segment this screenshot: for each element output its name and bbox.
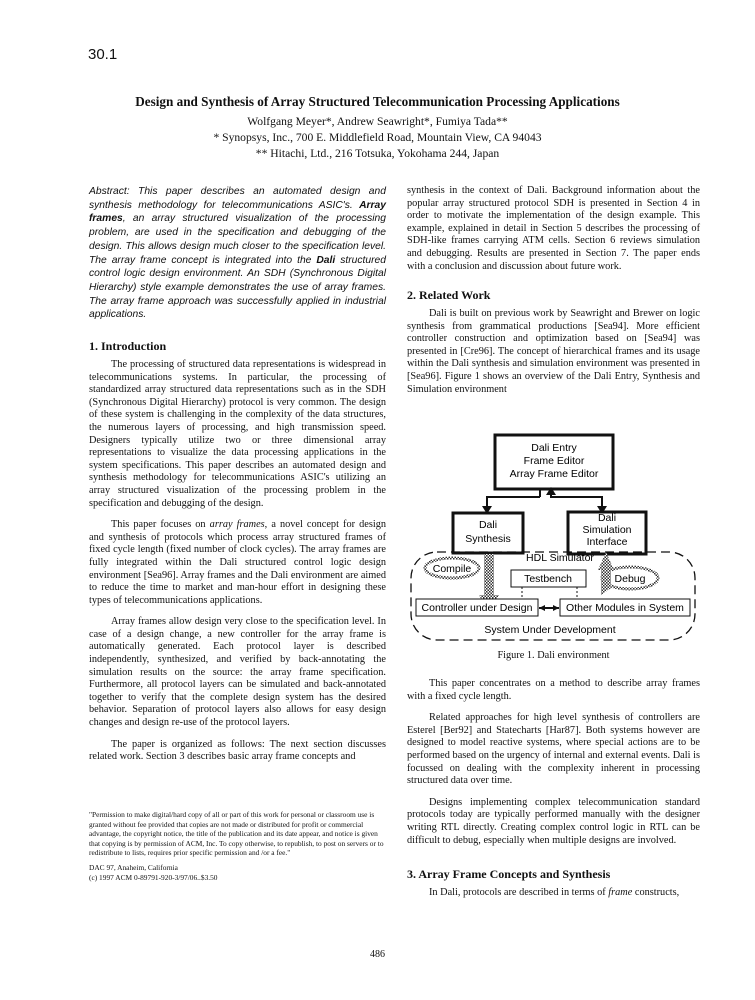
paragraph: Related approaches for high level synthesis of controllers are Esterel [Ber92] and Statecharts [Har87]. Both systems however are designed to model reactive systems, where special actions are to be performed based on the urgency of internal and external events. Dali is focussed on dealing with the complexity inherent in processing structured data over time. <box>407 712 700 787</box>
abstract-term-dali: Dali <box>316 254 336 266</box>
abstract <box>89 185 386 322</box>
other-modules-label: Other Modules in System <box>566 602 684 614</box>
related-p1 <box>407 308 700 396</box>
text: , a novel concept for design and synthesis of protocols which process array structured frames of fixed cycle length (fixed number of clock cycles). The array frames are fully integrated within the Dali structured control logic design environment [Sea96]. Array frames and the Dali environment are aimed to reduce the time to market and man-hour effort in designing these types of telecommunications applications. <box>89 519 386 606</box>
abstract-text: Abstract: This paper describes an automated design and synthesis methodology for telecommunications ASIC's. <box>89 186 386 211</box>
footnote <box>89 810 386 882</box>
page-number: 486 <box>370 949 385 960</box>
paragraph: The processing of structured data representations is widespread in telecommunications systems. In particular, the processing of standardized array structured data representations such as in the SDH (Synchronous Digital Hierarchy) protocol is very common. The design of these system is challenging in the complexity of the data structures, the numerous layers of processing, and high transmission speed. Designers typically utilize two or three dimensional array representations to visualize the data processing applications in the system specifications. This paper describes an automated design and synthesis methodology for telecommunications ASIC's utilizing an array structured visualization of the processing problem in the specification and debugging of the design. <box>89 359 386 509</box>
entry-line-3: Array Frame Editor <box>509 468 599 480</box>
figure-dali-environment <box>405 420 705 650</box>
controller-label: Controller under Design <box>421 602 533 614</box>
synthesis-line-1: Dali <box>478 519 498 531</box>
paragraph: Array frames allow design very close to the specification level. In case of a design change, a new controller for the array frame is automatically generated. Each protocol layer is described independently, synthesized, and verified by back-annotating the simulation results on the source: the array frame specification. Furthermore, all protocol layers can be simulated and back-annotated together to verify that the complete design system has the desired behavior. Separation of protocol layers also allows for easy design changes and design re-use of the protocol layers. <box>89 616 386 729</box>
paragraph <box>89 519 386 607</box>
abstract-text: structured control logic design environment. An SDH (Synchronous Digital Hierarchy) style example demonstrates the use of array frames. The array frame approach was successfully applied in industrial applications. <box>89 254 387 321</box>
session-number: 30.1 <box>88 46 118 63</box>
affiliation-hitachi: ** Hitachi, Ltd., 216 Totsuka, Yokohama 244, Japan <box>255 147 500 160</box>
author-block <box>0 114 755 162</box>
paragraph <box>407 887 700 900</box>
paragraph: This paper concentrates on a method to describe array frames with a fixed cycle length. <box>407 678 700 702</box>
emphasis: array frames <box>209 519 265 531</box>
sim-line-1: Dali <box>597 512 617 524</box>
authors: Wolfgang Meyer*, Andrew Seawright*, Fumiya Tada** <box>247 115 508 128</box>
venue: DAC 97, Anaheim, California <box>89 862 178 872</box>
debug-label: Debug <box>614 573 646 585</box>
entry-line-1: Dali Entry <box>531 442 577 454</box>
figure-caption: Figure 1. Dali environment <box>497 650 610 661</box>
section-heading-array-frame: 3. Array Frame Concepts and Synthesis <box>407 867 611 881</box>
paragraph: Designs implementing complex telecommunication standard protocols today are typically performed manually with the designer writing RTL directly. Creating complex control logic in RTL can be difficult to debug, especially when multiple designs are involved. <box>407 796 700 846</box>
section-heading-introduction: 1. Introduction <box>89 339 167 353</box>
entry-line-2: Frame Editor <box>523 455 585 467</box>
connector <box>487 497 540 508</box>
hdl-simulator-label: HDL Simulator <box>526 552 594 564</box>
intro-body <box>89 359 386 764</box>
section3-body <box>407 887 700 900</box>
abstract-text: , an array structured visualization of the processing problem, are used in the specification and debugging of the design. This allows design much closer to the specification level. The array frame concept is integrated into the <box>89 213 386 266</box>
text: constructs, <box>632 887 680 898</box>
synthesis-line-2: Synthesis <box>465 533 511 545</box>
arrowhead-right <box>553 605 559 611</box>
sim-line-2: Simulation <box>582 524 632 536</box>
connector <box>551 490 602 508</box>
related-continued <box>407 678 700 847</box>
compile-label: Compile <box>432 563 472 575</box>
emphasis: frame <box>608 887 633 898</box>
section-heading-related-work: 2. Related Work <box>407 288 491 302</box>
paper-title: Design and Synthesis of Array Structured Telecommunication Processing Applications <box>135 94 620 109</box>
paragraph: The paper is organized as follows: The next section discusses related work. Section 3 describes basic array frame concepts and <box>89 738 386 763</box>
intro-continued: synthesis in the context of Dali. Background information about the popular array structured protocol SDH is presented in Section 4 in order to motivate the implementation of the design example. This example, explained in detail in Section 5 describes the processing of SDH-like frames carrying ATM cells. Section 6 reviews simulation and debugging. Results are presented in Section 7. The paper ends with a conclusion and discussion about future work. <box>407 185 700 272</box>
system-label: System Under Development <box>484 624 616 636</box>
affiliation-synopsys: * Synopsys, Inc., 700 E. Middlefield Road, Mountain View, CA 94043 <box>213 131 542 144</box>
copyright: (c) 1997 ACM 0-89791-920-3/97/06..$3.50 <box>89 872 218 882</box>
text: This paper focuses on <box>111 519 210 531</box>
text: In Dali, protocols are described in terms of <box>429 887 609 898</box>
sim-line-3: Interface <box>586 536 628 548</box>
arrowhead-left <box>539 605 545 611</box>
testbench-label: Testbench <box>524 573 572 585</box>
permission-notice: "Permission to make digital/hard copy of all or part of this work for personal or classroom use is granted without fee provided that copies are not made or distributed for profit or commercial advantage, the copyright notice, the title of the publication and its date appear, and notice is given that copying is by permission of ACM, Inc. To copy otherwise, to republish, to post on servers or to redistribute to lists, requires prior specific permission and /or a fee." <box>89 810 384 858</box>
abstract-term-array-frames: Array frames <box>89 199 386 225</box>
paragraph: Dali is built on previous work by Seawright and Brewer on logic synthesis from grammatical productions [Sea94]. More efficient controller construction and optimization based on [Sea94] was presented in [Cre96]. The concept of hierarchical frames and its usage within the Dali synthesis and simulation environment was presented in [Sea96]. Figure 1 shows an overview of the Dali Entry, Synthesis and Simulation environment <box>407 308 700 395</box>
